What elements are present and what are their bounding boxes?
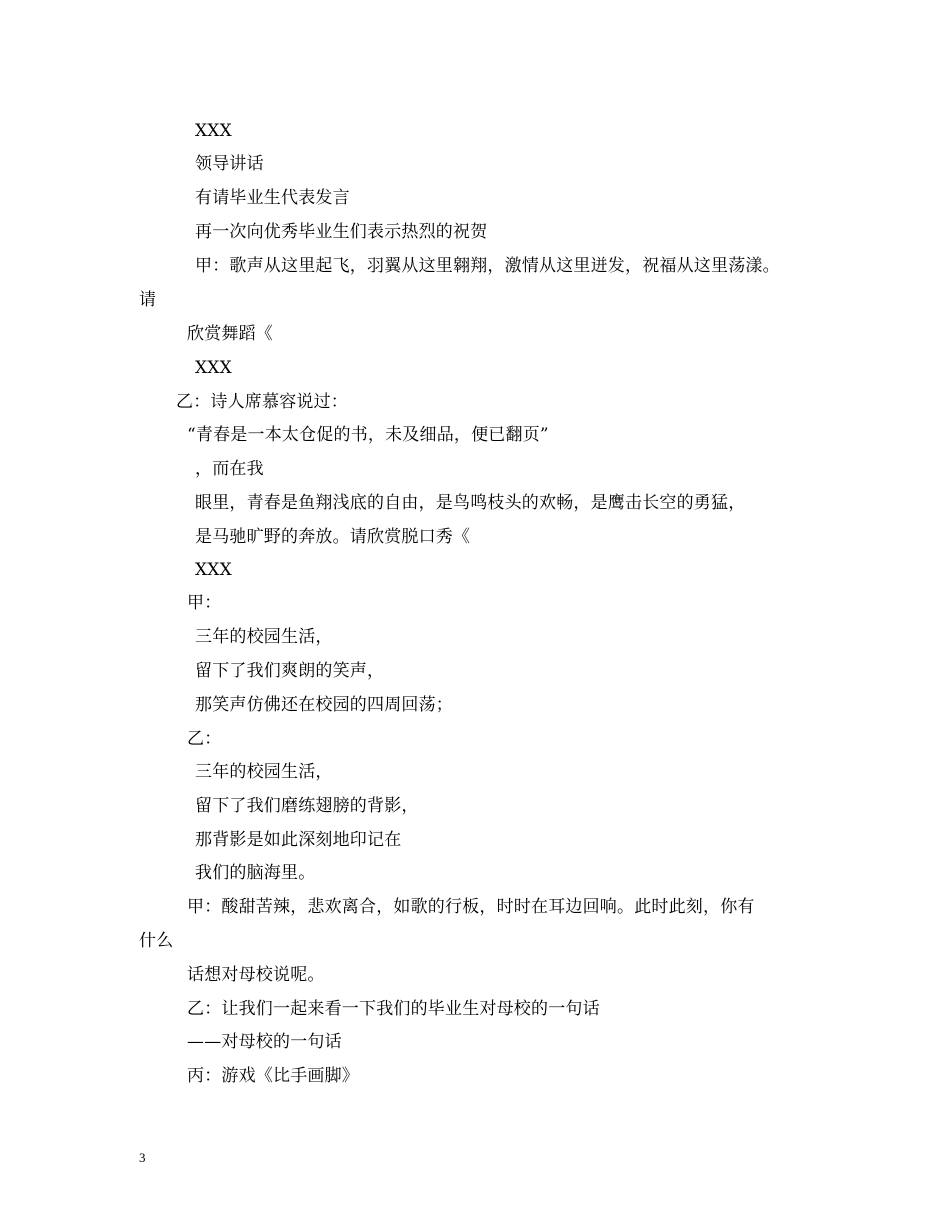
text-line: 什么 bbox=[139, 931, 174, 951]
text-line: 我们的脑海里。 bbox=[195, 863, 316, 883]
text-line: 甲： bbox=[187, 593, 222, 613]
text-line: 留下了我们磨练翅膀的背影， bbox=[195, 796, 419, 816]
text-line: 丙：游戏《比手画脚》 bbox=[187, 1066, 359, 1086]
text-line: 那背影是如此深刻地印记在 bbox=[195, 830, 402, 850]
text-line: 乙：让我们一起来看一下我们的毕业生对母校的一句话 bbox=[187, 999, 600, 1019]
text-line: 留下了我们爽朗的笑声， bbox=[195, 661, 385, 681]
text-line: 欣赏舞蹈《 bbox=[187, 324, 273, 344]
text-line: “青春是一本太仓促的书，未及细品，便已翻页” bbox=[187, 425, 549, 445]
text-line: XXX bbox=[195, 358, 232, 378]
text-line: 眼里，青春是鱼翔浅底的自由，是鸟鸣枝头的欢畅，是鹰击长空的勇猛， bbox=[195, 493, 746, 513]
text-line: ——对母校的一句话 bbox=[187, 1032, 342, 1052]
page-number: 3 bbox=[139, 1150, 146, 1165]
text-line: 请 bbox=[139, 290, 157, 310]
text-line: 再一次向优秀毕业生们表示热烈的祝贺 bbox=[195, 222, 488, 242]
text-line: XXX bbox=[195, 560, 232, 580]
text-line: 三年的校园生活， bbox=[195, 762, 333, 782]
text-line: 甲：歌声从这里起飞，羽翼从这里翱翔，激情从这里迸发，祝福从这里荡漾。 bbox=[195, 256, 780, 276]
text-line: 领导讲话 bbox=[195, 154, 264, 174]
text-line: ，而在我 bbox=[195, 459, 264, 479]
text-line: 甲：酸甜苦辣，悲欢离合，如歌的行板，时时在耳边回响。此时此刻，你有 bbox=[187, 897, 755, 917]
text-line: 有请毕业生代表发言 bbox=[195, 188, 350, 208]
text-line: 那笑声仿佛还在校园的四周回荡； bbox=[195, 695, 453, 715]
text-line: 乙：诗人席慕容说过： bbox=[176, 392, 348, 412]
text-line: 三年的校园生活， bbox=[195, 627, 333, 647]
text-line: XXX bbox=[195, 121, 232, 141]
text-line: 乙： bbox=[187, 729, 222, 749]
text-line: 话想对母校说呢。 bbox=[187, 965, 325, 985]
text-line: 是马驰旷野的奔放。请欣赏脱口秀《 bbox=[195, 527, 471, 547]
